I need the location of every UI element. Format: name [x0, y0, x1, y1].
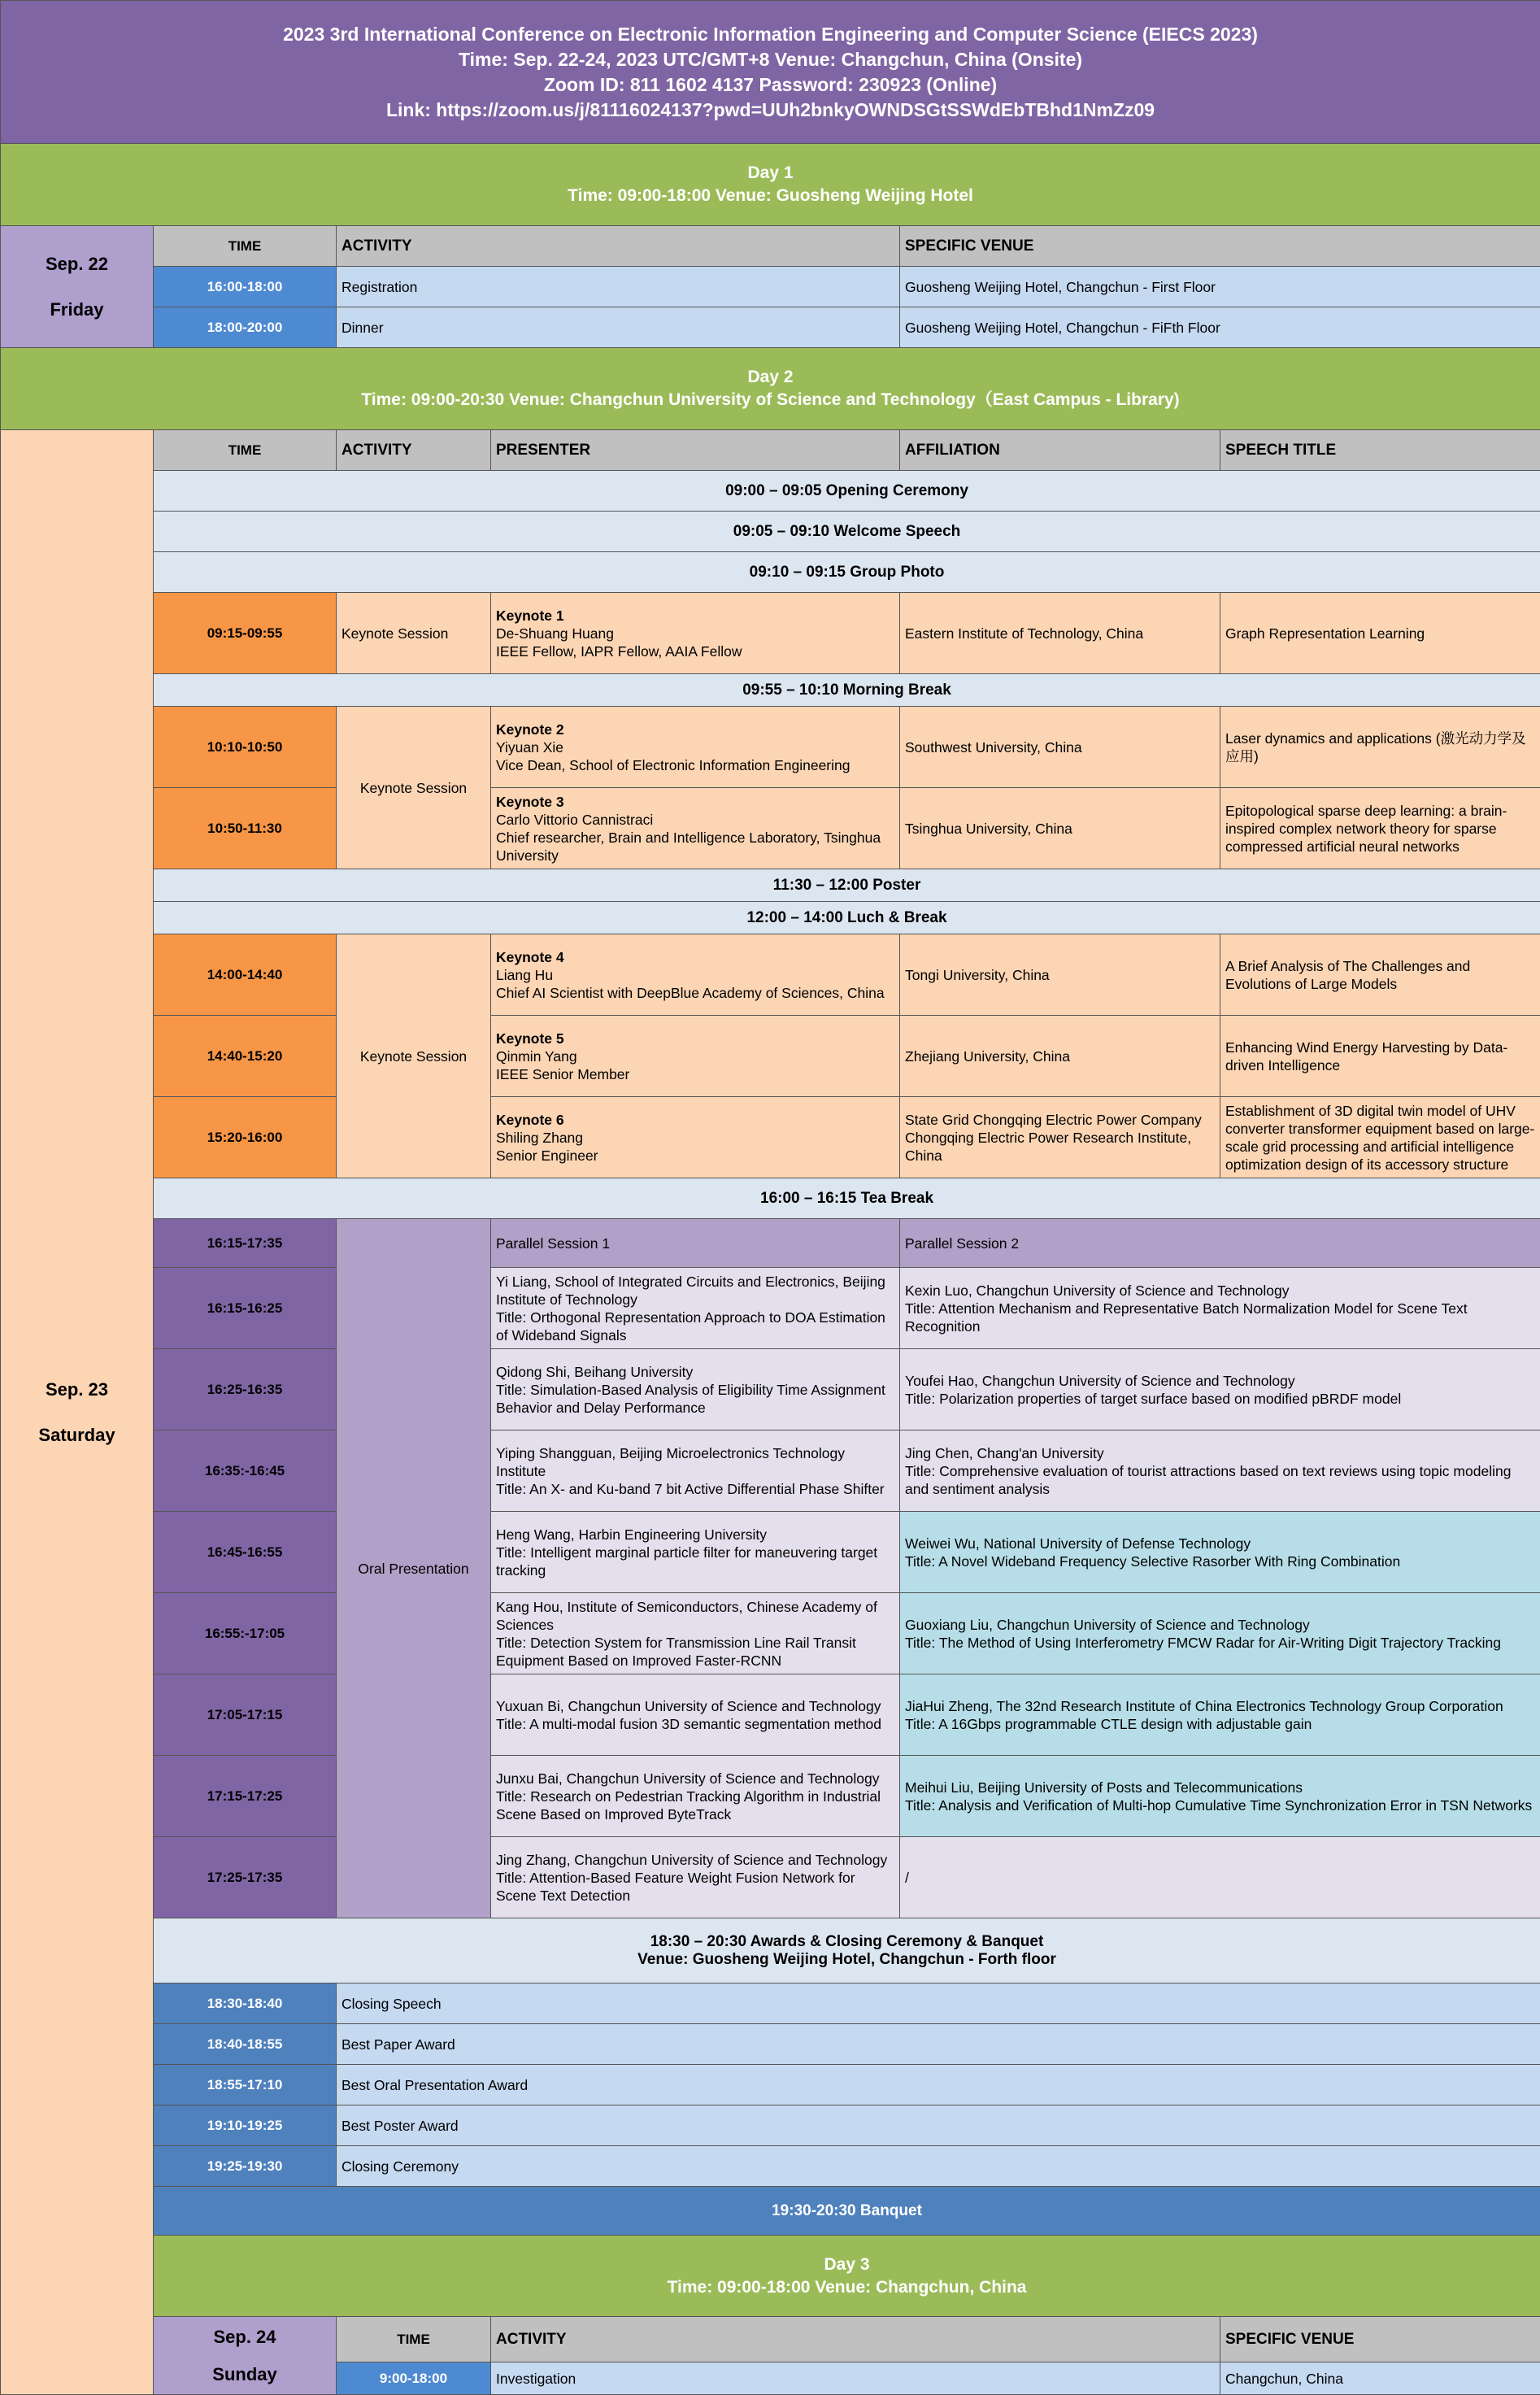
keynote-name: Qinmin Yang	[496, 1047, 894, 1065]
col-header-presenter: PRESENTER	[491, 430, 900, 471]
presenter: Jing Chen, Chang'an University	[905, 1444, 1535, 1462]
col-header-venue: SPECIFIC VENUE	[1220, 2317, 1540, 2362]
keynote-time: 15:20-16:00	[154, 1097, 337, 1178]
session2-presentation	[900, 1268, 1540, 1349]
zoom-link[interactable]: Link: https://zoom.us/j/81116024137?pwd=UUh2bnkyOWNDSGtSSWdEbTBhd1NmZz09	[6, 98, 1535, 123]
group-photo: 09:10 – 09:15 Group Photo	[154, 552, 1540, 593]
day3-date-label: Sep. 24	[159, 2326, 331, 2349]
keynote-affiliation: State Grid Chongqing Electric Power Company Chongqing Electric Power Research Institute, China	[900, 1097, 1220, 1178]
closing-title: 18:30 – 20:30 Awards & Closing Ceremony & Banquet	[159, 1933, 1535, 1951]
opening-ceremony: 09:00 – 09:05 Opening Ceremony	[154, 471, 1540, 512]
keynote-affiliation: Tsinghua University, China	[900, 788, 1220, 869]
col-header-time: TIME	[337, 2317, 491, 2362]
day3-weekday: Sunday	[159, 2363, 331, 2386]
schedule-time: 9:00-18:00	[337, 2362, 491, 2395]
col-header-activity: ACTIVITY	[491, 2317, 1220, 2362]
col-header-venue: SPECIFIC VENUE	[900, 226, 1540, 267]
keynote-name: Liang Hu	[496, 966, 894, 984]
keynote-title: Laser dynamics and applications (激光动力学及应用)	[1220, 707, 1540, 788]
keynote-title: Epitopological sparse deep learning: a brain-inspired complex network theory for sparse compressed artificial neural networks	[1220, 788, 1540, 869]
keynote-label: Keynote 1	[496, 607, 894, 625]
keynote-presenter	[491, 788, 900, 869]
paper-title: Title: The Method of Using Interferometry FMCW Radar for Air-Writing Digit Trajectory Tracking	[905, 1634, 1535, 1652]
closing-time: 18:30-18:40	[154, 1983, 337, 2024]
presenter: Meihui Liu, Beijing University of Posts and Telecommunications	[905, 1779, 1535, 1796]
keynote-time: 14:40-15:20	[154, 1016, 337, 1097]
keynote-label: Keynote 2	[496, 721, 894, 738]
oral-slot-time: 16:45-16:55	[154, 1512, 337, 1593]
paper-title: Title: Polarization properties of target surface based on modified pBRDF model	[905, 1390, 1535, 1408]
session2-presentation	[900, 1512, 1540, 1593]
day1-date-label: Sep. 22	[6, 253, 148, 276]
zoom-info: Zoom ID: 811 1602 4137 Password: 230923 (Online)	[6, 72, 1535, 98]
presenter: Qidong Shi, Beihang University	[496, 1363, 894, 1381]
welcome-speech: 09:05 – 09:10 Welcome Speech	[154, 512, 1540, 552]
keynote-time: 09:15-09:55	[154, 593, 337, 674]
keynote-affiliation: Zhejiang University, China	[900, 1016, 1220, 1097]
presenter: Yi Liang, School of Integrated Circuits and Electronics, Beijing Institute of Technology	[496, 1273, 894, 1309]
keynote-affiliation: Eastern Institute of Technology, China	[900, 593, 1220, 674]
day3-subtitle: Time: 09:00-18:00 Venue: Changchun, China	[159, 2276, 1535, 2299]
keynote-activity: Keynote Session	[337, 707, 491, 869]
closing-time: 19:25-19:30	[154, 2146, 337, 2187]
session1-presentation	[491, 1593, 900, 1674]
paper-title: Title: A Novel Wideband Frequency Selective Rasorber With Ring Combination	[905, 1552, 1535, 1570]
keynote-affiliation: Southwest University, China	[900, 707, 1220, 788]
schedule-activity: Registration	[337, 267, 900, 307]
day1-subtitle: Time: 09:00-18:00 Venue: Guosheng Weijing Hotel	[6, 185, 1535, 207]
col-header-activity: ACTIVITY	[337, 226, 900, 267]
lunch-break: 12:00 – 14:00 Luch & Break	[154, 902, 1540, 934]
day3-date	[154, 2317, 337, 2395]
conference-header	[1, 1, 1540, 144]
banquet: 19:30-20:30 Banquet	[154, 2187, 1540, 2236]
keynote-time: 10:50-11:30	[154, 788, 337, 869]
oral-time: 16:15-17:35	[154, 1219, 337, 1268]
schedule-venue: Changchun, China	[1220, 2362, 1540, 2395]
presenter: Heng Wang, Harbin Engineering University	[496, 1526, 894, 1544]
presenter: Yiping Shangguan, Beijing Microelectronics Technology Institute	[496, 1444, 894, 1480]
keynote-title-text: Establishment of 3D digital twin model of UHV converter transformer equipment based on large-scale grid processing and artificial intelligence optimization design of its accessory structure	[1225, 1102, 1535, 1174]
closing-activity: Best Oral Presentation Award	[337, 2065, 1540, 2105]
keynote-presenter	[491, 707, 900, 788]
closing-time: 19:10-19:25	[154, 2105, 337, 2146]
paper-title: Title: Attention-Based Feature Weight Fusion Network for Scene Text Detection	[496, 1869, 894, 1905]
presenter: Guoxiang Liu, Changchun University of Science and Technology	[905, 1616, 1535, 1634]
day1-title: Day 1	[6, 162, 1535, 185]
keynote-label: Keynote 6	[496, 1111, 894, 1129]
schedule-activity: Investigation	[491, 2362, 1220, 2395]
schedule-time: 18:00-20:00	[154, 307, 337, 348]
keynote-time: 14:00-14:40	[154, 934, 337, 1016]
paper-title: Title: An X- and Ku-band 7 bit Active Differential Phase Shifter	[496, 1480, 894, 1498]
day2-title: Day 2	[6, 366, 1535, 389]
session1-presentation	[491, 1674, 900, 1756]
oral-slot-time: 17:15-17:25	[154, 1756, 337, 1837]
session2-presentation	[900, 1593, 1540, 1674]
col-header-time: TIME	[154, 226, 337, 267]
paper-title: Title: A multi-modal fusion 3D semantic segmentation method	[496, 1715, 894, 1733]
col-header-time: TIME	[154, 430, 337, 471]
col-header-activity: ACTIVITY	[337, 430, 491, 471]
paper-title: Title: Analysis and Verification of Multi-hop Cumulative Time Synchronization Error in TSN Networks	[905, 1796, 1535, 1814]
tea-break: 16:00 – 16:15 Tea Break	[154, 1178, 1540, 1219]
paper-title: Title: Comprehensive evaluation of tourist attractions based on text reviews using topic modeling and sentiment analysis	[905, 1462, 1535, 1498]
closing-time: 18:40-18:55	[154, 2024, 337, 2065]
keynote-presenter	[491, 934, 900, 1016]
presenter: Jing Zhang, Changchun University of Science and Technology	[496, 1851, 894, 1869]
oral-slot-time: 16:15-16:25	[154, 1268, 337, 1349]
keynote-role: IEEE Fellow, IAPR Fellow, AAIA Fellow	[496, 642, 894, 660]
oral-activity: Oral Presentation	[337, 1219, 491, 1918]
parallel-session-2: Parallel Session 2	[900, 1219, 1540, 1268]
keynote-affiliation: Tongi University, China	[900, 934, 1220, 1016]
keynote-presenter	[491, 1016, 900, 1097]
keynote-title	[1220, 1097, 1540, 1178]
day2-weekday: Saturday	[6, 1424, 148, 1447]
keynote-role: Vice Dean, School of Electronic Information Engineering	[496, 756, 894, 774]
keynote-title: A Brief Analysis of The Challenges and Evolutions of Large Models	[1220, 934, 1540, 1016]
presenter: Youfei Hao, Changchun University of Science and Technology	[905, 1372, 1535, 1390]
day1-banner	[1, 144, 1540, 226]
session1-presentation	[491, 1512, 900, 1593]
conference-time-venue: Time: Sep. 22-24, 2023 UTC/GMT+8 Venue: Changchun, China (Onsite)	[6, 47, 1535, 72]
closing-time: 18:55-17:10	[154, 2065, 337, 2105]
oral-slot-time: 16:55:-17:05	[154, 1593, 337, 1674]
keynote-presenter	[491, 593, 900, 674]
presenter: Kexin Luo, Changchun University of Science and Technology	[905, 1282, 1535, 1300]
oral-slot-time: 17:25-17:35	[154, 1837, 337, 1918]
closing-activity: Closing Speech	[337, 1983, 1540, 2024]
col-header-affiliation: AFFILIATION	[900, 430, 1220, 471]
session2-presentation	[900, 1756, 1540, 1837]
keynote-activity: Keynote Session	[337, 934, 491, 1178]
keynote-time: 10:10-10:50	[154, 707, 337, 788]
closing-activity: Closing Ceremony	[337, 2146, 1540, 2187]
presenter: Weiwei Wu, National University of Defense Technology	[905, 1535, 1535, 1552]
day2-date	[1, 430, 154, 2395]
oral-slot-time: 16:35:-16:45	[154, 1430, 337, 1512]
paper-title: Title: A 16Gbps programmable CTLE design with adjustable gain	[905, 1715, 1535, 1733]
keynote-role: Chief researcher, Brain and Intelligence Laboratory, Tsinghua University	[496, 829, 894, 864]
day2-banner	[1, 348, 1540, 430]
schedule-time: 16:00-18:00	[154, 267, 337, 307]
keynote-name: Yiyuan Xie	[496, 738, 894, 756]
closing-activity: Best Poster Award	[337, 2105, 1540, 2146]
day1-date	[1, 226, 154, 348]
keynote-title: Graph Representation Learning	[1220, 593, 1540, 674]
oral-slot-time: 17:05-17:15	[154, 1674, 337, 1756]
keynote-label: Keynote 4	[496, 948, 894, 966]
presenter: Yuxuan Bi, Changchun University of Science and Technology	[496, 1697, 894, 1715]
keynote-title: Enhancing Wind Energy Harvesting by Data-driven Intelligence	[1220, 1016, 1540, 1097]
presenter: Junxu Bai, Changchun University of Science and Technology	[496, 1770, 894, 1788]
morning-break: 09:55 – 10:10 Morning Break	[154, 674, 1540, 707]
session2-presentation	[900, 1837, 1540, 1918]
session1-presentation	[491, 1430, 900, 1512]
session2-presentation	[900, 1349, 1540, 1430]
keynote-role: Senior Engineer	[496, 1147, 894, 1165]
oral-slot-time: 16:25-16:35	[154, 1349, 337, 1430]
day2-date-label: Sep. 23	[6, 1378, 148, 1401]
closing-header	[154, 1918, 1540, 1983]
paper-title: Title: Simulation-Based Analysis of Eligibility Time Assignment Behavior and Delay Performance	[496, 1381, 894, 1417]
paper-title: Title: Orthogonal Representation Approach to DOA Estimation of Wideband Signals	[496, 1309, 894, 1344]
session2-presentation	[900, 1430, 1540, 1512]
presenter: /	[905, 1869, 1535, 1887]
paper-title: Title: Research on Pedestrian Tracking Algorithm in Industrial Scene Based on Improved ByteTrack	[496, 1788, 894, 1823]
keynote-presenter	[491, 1097, 900, 1178]
keynote-role: Chief AI Scientist with DeepBlue Academy of Sciences, China	[496, 984, 894, 1002]
day3-title: Day 3	[159, 2253, 1535, 2276]
keynote-name: Carlo Vittorio Cannistraci	[496, 811, 894, 829]
schedule-venue: Guosheng Weijing Hotel, Changchun - FiFth Floor	[900, 307, 1540, 348]
closing-venue: Venue: Guosheng Weijing Hotel, Changchun - Forth floor	[159, 1951, 1535, 1969]
keynote-label: Keynote 3	[496, 793, 894, 811]
keynote-activity: Keynote Session	[337, 593, 491, 674]
session2-presentation	[900, 1674, 1540, 1756]
schedule-activity: Dinner	[337, 307, 900, 348]
session1-presentation	[491, 1756, 900, 1837]
paper-title: Title: Detection System for Transmission Line Rail Transit Equipment Based on Improved Faster-RCNN	[496, 1634, 894, 1670]
presenter: Kang Hou, Institute of Semiconductors, Chinese Academy of Sciences	[496, 1598, 894, 1634]
day3-banner	[154, 2236, 1540, 2317]
session1-presentation	[491, 1349, 900, 1430]
col-header-speech-title: SPEECH TITLE	[1220, 430, 1540, 471]
keynote-role: IEEE Senior Member	[496, 1065, 894, 1083]
session1-presentation	[491, 1268, 900, 1349]
poster-session: 11:30 – 12:00 Poster	[154, 869, 1540, 902]
conference-title: 2023 3rd International Conference on Electronic Information Engineering and Computer Science (EIECS 2023)	[6, 22, 1535, 47]
keynote-name: Shiling Zhang	[496, 1129, 894, 1147]
day1-weekday: Friday	[6, 298, 148, 321]
parallel-session-1: Parallel Session 1	[491, 1219, 900, 1268]
keynote-name: De-Shuang Huang	[496, 625, 894, 642]
keynote-label: Keynote 5	[496, 1030, 894, 1047]
schedule-venue: Guosheng Weijing Hotel, Changchun - First Floor	[900, 267, 1540, 307]
session1-presentation	[491, 1837, 900, 1918]
paper-title: Title: Attention Mechanism and Representative Batch Normalization Model for Scene Text Recognition	[905, 1300, 1535, 1335]
paper-title: Title: Intelligent marginal particle filter for maneuvering target tracking	[496, 1544, 894, 1579]
closing-activity: Best Paper Award	[337, 2024, 1540, 2065]
presenter: JiaHui Zheng, The 32nd Research Institute of China Electronics Technology Group Corporation	[905, 1697, 1535, 1715]
day2-subtitle: Time: 09:00-20:30 Venue: Changchun University of Science and Technology（East Campus - Library)	[6, 389, 1535, 412]
